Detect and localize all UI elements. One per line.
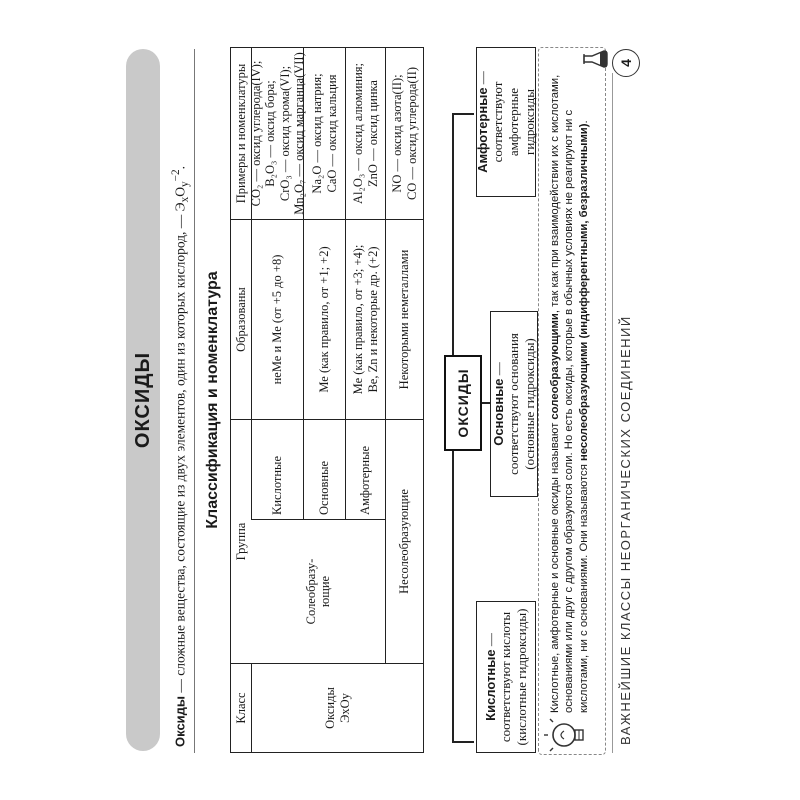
- amphoteric-title: Амфотерные: [474, 87, 490, 173]
- formed-amphoteric: Ме (как правило, от +3; +4); Be, Zn и некоторые др. (+2): [345, 220, 385, 420]
- definition-term: Оксиды: [172, 695, 188, 747]
- basic-title: Основные: [490, 378, 506, 446]
- lightbulb-icon: [546, 719, 596, 751]
- acidic-dash: —: [482, 633, 498, 650]
- definition-y-sub: y: [179, 181, 192, 188]
- header-class: Класс: [233, 692, 248, 724]
- acidic-line3: (кислотные гидроксиды): [513, 608, 529, 746]
- connector-center-drop: [482, 403, 490, 405]
- amphoteric-dash: —: [474, 71, 490, 88]
- note-bold-salt-forming: солеобразующими: [549, 313, 561, 420]
- definition-text: — сложные вещества, состоящие из двух элементов, один из которых кислород, — Э: [172, 202, 188, 696]
- basic-line3: (основные гидроксиды): [521, 338, 537, 470]
- formed-acidic: неМе и Ме (от +5 до +8): [251, 220, 303, 420]
- basic-box: [490, 311, 538, 497]
- example-line: Mn₂O₇ — оксид марганца(VII): [291, 52, 306, 215]
- example-line: CrO₃ — оксид хрома(VI);: [277, 65, 292, 202]
- formed-non-salt-forming: Некоторыми неметаллами: [385, 220, 423, 420]
- definition-end: .: [172, 166, 188, 170]
- example-line: ZnO — оксид цинка: [365, 80, 380, 187]
- definition-ox-sup: −2: [170, 169, 182, 182]
- acidic-line2: соответствуют кислоты: [498, 611, 514, 743]
- running-title: ВАЖНЕЙШИЕ КЛАССЫ НЕОРГАНИЧЕСКИХ СОЕДИНЕНИЙ: [618, 315, 633, 745]
- definition: [170, 57, 192, 747]
- group-amphoteric: Амфотерные: [345, 420, 385, 520]
- note-text: [548, 53, 602, 713]
- flask-icon: [582, 49, 608, 69]
- example-line: CO — оксид углерода(II): [404, 66, 419, 201]
- group-acidic: Кислотные: [251, 420, 303, 520]
- note-part3: .: [577, 120, 590, 124]
- example-line: CaO — оксид кальция: [324, 74, 339, 193]
- class-name: Оксиды: [323, 687, 338, 729]
- class-cell: [251, 664, 423, 752]
- classification-table: [230, 47, 424, 753]
- header-group: Группа: [231, 420, 251, 664]
- amphoteric-box: [476, 47, 536, 197]
- definition-o: O: [172, 187, 188, 197]
- footer-rule: [612, 73, 613, 753]
- example-line: Al₂O₃ — оксид алюминия;: [351, 63, 366, 204]
- examples-basic: [303, 48, 345, 220]
- examples-amphoteric: [345, 48, 385, 220]
- note-bold-non-salt-forming: несолеобразующими (индифферентными, безразличными): [577, 123, 590, 462]
- example-line: Na₂O — оксид натрия;: [310, 73, 325, 194]
- example-line: B₂O₃ — оксид бора;: [263, 80, 278, 187]
- connector-right: [452, 115, 454, 355]
- title-bar: [126, 49, 160, 751]
- acidic-title: Кислотные: [482, 649, 498, 721]
- salt-forming-cell: Солеобразу- ющие: [251, 520, 385, 664]
- amphoteric-line3: гидроксиды: [521, 89, 537, 155]
- connector-right-drop: [452, 114, 474, 116]
- amphoteric-line2: соответствуют амфотерные: [490, 81, 521, 163]
- examples-non-salt-forming: [385, 48, 423, 220]
- header-examples: Примеры и номенклатуры: [231, 48, 251, 220]
- definition-x-sub: x: [179, 196, 192, 203]
- group-non-salt-forming: Несолеобразующие: [385, 420, 423, 664]
- note-part2: , так как при взаимодействии их с кислотами, основаниями или друг с другом образуются соли. Но есть оксиды, которые в обычных условиях не реагируют ни с кислотами, ни с основаниями. Они называются: [549, 74, 590, 713]
- basic-dash: —: [490, 362, 506, 379]
- acidic-box: [476, 601, 536, 753]
- example-line: CO₂ — оксид углерода(IV);: [249, 60, 263, 207]
- oxides-center-box: ОКСИДЫ: [444, 355, 482, 451]
- page-title: ОКСИДЫ: [131, 351, 154, 449]
- examples-acidic: [249, 48, 306, 220]
- definition-rule: [194, 49, 195, 753]
- note-part1: Кислотные, амфотерные и основные оксиды называют: [549, 419, 561, 713]
- page-number: 4: [612, 49, 640, 77]
- rotated-content: [131, 47, 650, 753]
- connector-left-drop: [452, 742, 474, 744]
- connector-left: [452, 451, 454, 743]
- formed-basic: Ме (как правило, от +1; +2): [303, 220, 345, 420]
- class-formula: ЭxOy: [337, 693, 352, 723]
- group-basic: Основные: [303, 420, 345, 520]
- basic-line2: соответствуют основания: [506, 333, 522, 475]
- example-line: NO — оксид азота(II);: [390, 74, 405, 193]
- section-title: Классификация и номенклатура: [204, 271, 221, 529]
- header-formed: Образованы: [231, 220, 251, 420]
